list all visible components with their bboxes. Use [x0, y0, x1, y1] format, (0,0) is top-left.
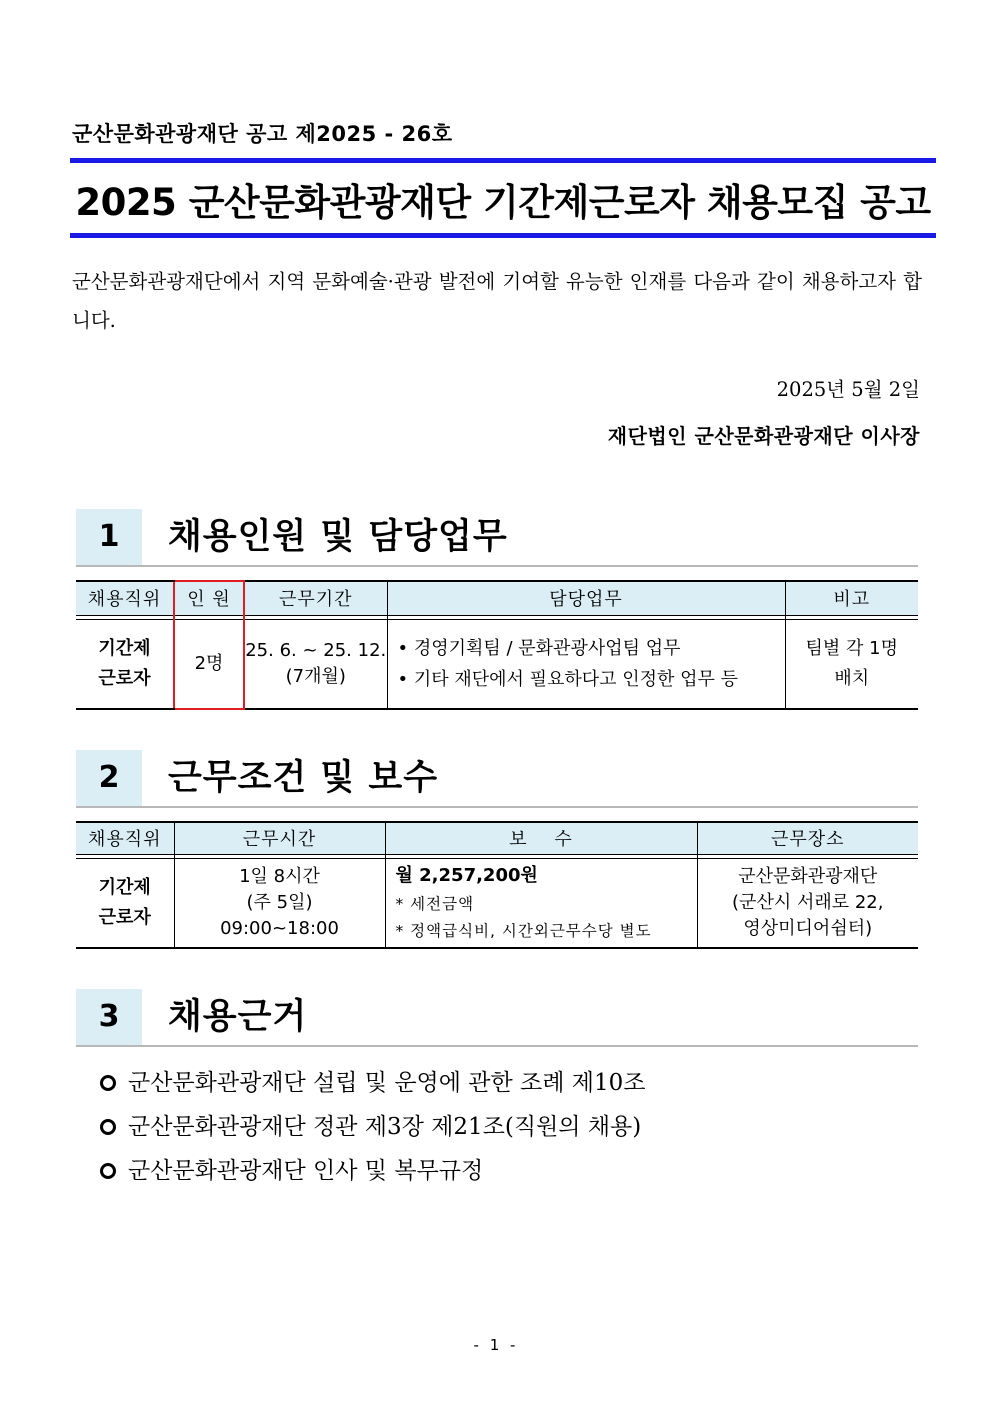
- col-headcount: 인 원: [174, 581, 244, 615]
- hollow-circle-bullet-icon: [100, 1119, 116, 1135]
- col-hours: 근무시간: [174, 822, 385, 854]
- hours-cell: 1일 8시간 (주 5일) 09:00~18:00: [174, 858, 385, 948]
- section-1-header: [76, 509, 918, 567]
- col-position: 채용직위: [76, 822, 174, 854]
- remark-cell: 팀별 각 1명 배치: [785, 619, 918, 709]
- issuer: 재단법인 군산문화관광재단 이사장: [607, 424, 920, 448]
- section-3-header: [76, 989, 918, 1047]
- basis-item: 군산문화관광재단 설립 및 운영에 관한 조례 제10조: [100, 1064, 646, 1097]
- duty-item: • 경영기획팀 / 문화관광사업팀 업무: [397, 637, 681, 659]
- section-1-title: 채용인원 및 담당업무: [168, 517, 508, 557]
- col-position: 채용직위: [76, 581, 174, 615]
- col-pay: 보 수: [385, 822, 697, 854]
- duty-item: • 기타 재단에서 필요하다고 인정한 업무 등: [397, 668, 739, 690]
- col-period: 근무기간: [244, 581, 387, 615]
- notice-date: 2025년 5월 2일: [776, 378, 920, 401]
- recruitment-table: [76, 580, 918, 710]
- section-1-number: 1: [76, 509, 142, 565]
- pay-note: * 세전금액: [395, 894, 475, 913]
- conditions-table: [76, 821, 918, 949]
- hollow-circle-bullet-icon: [100, 1075, 116, 1091]
- table-row: [76, 858, 918, 948]
- period-cell: 25. 6. ~ 25. 12. (7개월): [244, 619, 387, 709]
- section-2-header: [76, 750, 918, 808]
- hollow-circle-bullet-icon: [100, 1163, 116, 1179]
- section-2-title: 근무조건 및 보수: [168, 758, 439, 798]
- basis-item: 군산문화관광재단 정관 제3장 제21조(직원의 채용): [100, 1108, 641, 1141]
- col-place: 근무장소: [697, 822, 918, 854]
- intro-paragraph: 군산문화관광재단에서 지역 문화예술·관광 발전에 기여할 유능한 인재를 다음과 같이 채용하고자 합니다.: [72, 270, 922, 332]
- basis-item: 군산문화관광재단 인사 및 복무규정: [100, 1152, 483, 1185]
- title-top-rule: [70, 158, 936, 163]
- pay-amount: 월 2,257,200원: [395, 864, 538, 886]
- section-3-number: 3: [76, 989, 142, 1045]
- place-cell: 군산문화관광재단 (군산시 서래로 22, 영상미디어쉼터): [697, 858, 918, 948]
- notice-number: 군산문화관광재단 공고 제2025 - 26호: [72, 122, 453, 146]
- col-duty: 담당업무: [387, 581, 785, 615]
- headcount-cell: 2명: [174, 619, 244, 709]
- col-remark: 비고: [785, 581, 918, 615]
- position-cell: 기간제 근로자: [76, 858, 174, 948]
- section-2-number: 2: [76, 750, 142, 806]
- pay-note: * 정액급식비, 시간외근무수당 별도: [395, 921, 652, 940]
- section-3-title: 채용근거: [168, 997, 308, 1037]
- position-cell: 기간제 근로자: [76, 619, 174, 709]
- pay-cell: [385, 858, 697, 948]
- page-title: 2025 군산문화관광재단 기간제근로자 채용모집 공고: [75, 181, 931, 224]
- table-row: [76, 619, 918, 709]
- title-bottom-rule: [70, 233, 936, 238]
- page-number: - 1 -: [473, 1336, 519, 1354]
- duty-cell: [387, 619, 785, 709]
